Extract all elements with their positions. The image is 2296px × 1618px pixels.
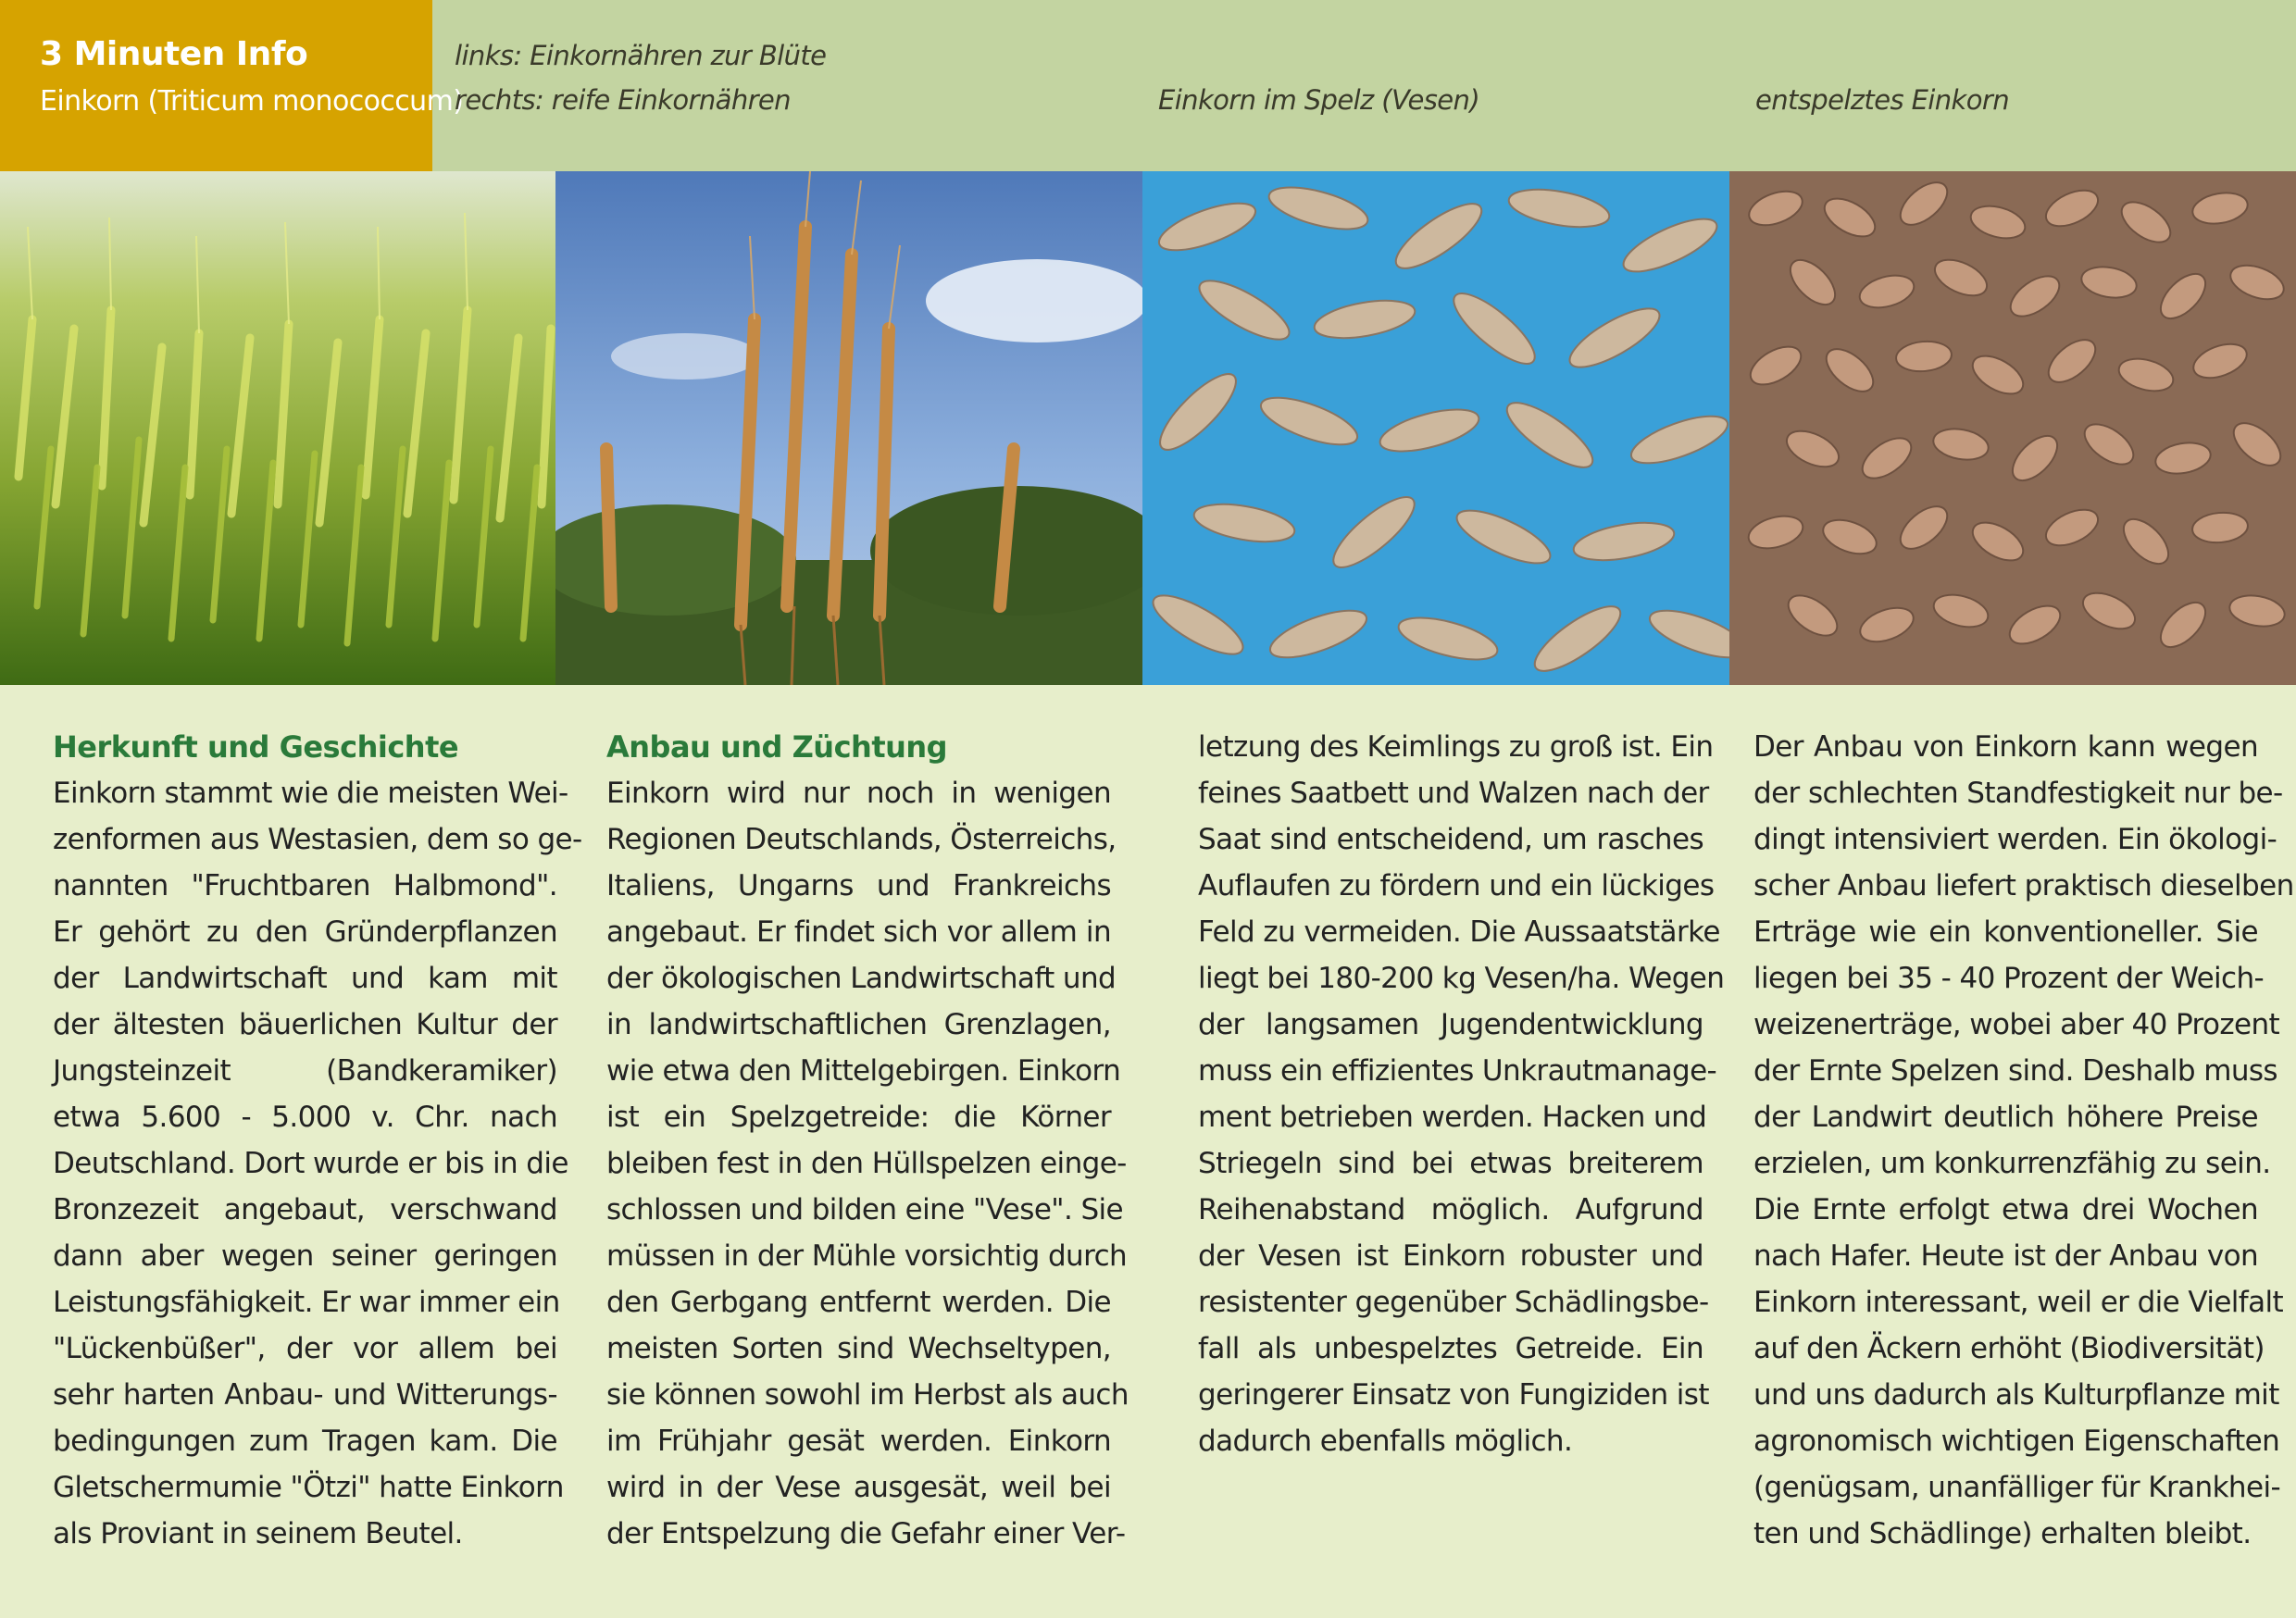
section-heading-anbau: Anbau und Züchtung: [606, 729, 948, 765]
text-line: Auflaufen zu fördern und ein lückiges: [1198, 869, 1715, 902]
text-line: auf den Äckern erhöht (Biodiversität): [1753, 1332, 2265, 1365]
text-line: bleiben fest in den Hüllspelzen einge-: [606, 1147, 1127, 1180]
text-line: zenformen aus Westasien, dem so ge-: [53, 823, 582, 856]
text-line: Der Anbau von Einkorn kann wegen: [1753, 730, 2258, 764]
text-line: der langsamen Jugendentwicklung: [1198, 1008, 1703, 1041]
text-line: dann aber wegen seiner geringen: [53, 1239, 557, 1273]
text-line: müssen in der Mühle vorsichtig durch: [606, 1239, 1128, 1273]
text-line: Einkorn stammt wie die meisten Wei-: [53, 777, 568, 810]
photo-einkorn-ripe: [555, 171, 1142, 685]
text-line: Regionen Deutschlands, Österreichs,: [606, 823, 1117, 856]
page-title: 3 Minuten Info: [40, 35, 308, 73]
photo-einkorn-flowering: [0, 171, 555, 685]
text-line: liegt bei 180-200 kg Vesen/ha. Wegen: [1198, 962, 1725, 995]
text-line: nach Hafer. Heute ist der Anbau von: [1753, 1239, 2258, 1273]
text-line: "Lückenbüßer", der vor allem bei: [53, 1332, 557, 1365]
text-line: Er gehört zu den Gründerpflanzen: [53, 915, 557, 949]
text-line: Deutschland. Dort wurde er bis in die: [53, 1147, 568, 1180]
text-line: Erträge wie ein konventioneller. Sie: [1753, 915, 2258, 949]
text-line: Striegeln sind bei etwas breiterem: [1198, 1147, 1703, 1180]
page-subtitle: Einkorn (Triticum monococcum): [40, 85, 464, 118]
text-line: der ökologischen Landwirtschaft und: [606, 962, 1117, 995]
text-line: agronomisch wichtigen Eigenschaften: [1753, 1425, 2280, 1458]
text-line: Saat sind entscheidend, um rasches: [1198, 823, 1703, 856]
text-line: dadurch ebenfalls möglich.: [1198, 1425, 1573, 1458]
text-line: muss ein effizientes Unkrautmanage-: [1198, 1054, 1717, 1088]
text-line: Die Ernte erfolgt etwa drei Wochen: [1753, 1193, 2258, 1226]
text-line: Leistungsfähigkeit. Er war immer ein: [53, 1286, 560, 1319]
text-line: den Gerbgang entfernt werden. Die: [606, 1286, 1111, 1319]
text-line: ten und Schädlinge) erhalten bleibt.: [1753, 1517, 2252, 1550]
text-line: Reihenabstand möglich. Aufgrund: [1198, 1193, 1703, 1226]
text-line: liegen bei 35 - 40 Prozent der Weich-: [1753, 962, 2265, 995]
text-line: weizenerträge, wobei aber 40 Prozent: [1753, 1008, 2280, 1041]
caption-left-1: links: Einkornähren zur Blüte: [455, 40, 827, 71]
text-line: der Landwirtschaft und kam mit: [53, 962, 557, 995]
text-line: Feld zu vermeiden. Die Aussaatstärke: [1198, 915, 1720, 949]
text-line: feines Saatbett und Walzen nach der: [1198, 777, 1709, 810]
text-line: fall als unbespelztes Getreide. Ein: [1198, 1332, 1703, 1365]
text-line: der Entspelzung die Gefahr einer Ver-: [606, 1517, 1126, 1550]
text-line: wie etwa den Mittelgebirgen. Einkorn: [606, 1054, 1121, 1088]
photo-einkorn-dehusked: [1729, 171, 2296, 685]
text-line: resistenter gegenüber Schädlingsbe-: [1198, 1286, 1709, 1319]
text-line: letzung des Keimlings zu groß ist. Ein: [1198, 730, 1714, 764]
caption-right: entspelztes Einkorn: [1755, 84, 2009, 116]
text-line: geringerer Einsatz von Fungiziden ist: [1198, 1378, 1709, 1412]
text-line: der Ernte Spelzen sind. Deshalb muss: [1753, 1054, 2277, 1088]
text-line: Jungsteinzeit (Bandkeramiker): [53, 1054, 557, 1088]
text-line: Einkorn interessant, weil er die Vielfalt: [1753, 1286, 2284, 1319]
text-line: Italiens, Ungarns und Frankreichs: [606, 869, 1111, 902]
text-line: nannten "Fruchtbaren Halbmond".: [53, 869, 557, 902]
text-line: und uns dadurch als Kulturpflanze mit: [1753, 1378, 2279, 1412]
text-line: dingt intensiviert werden. Ein ökologi-: [1753, 823, 2277, 856]
text-line: Bronzezeit angebaut, verschwand: [53, 1193, 557, 1226]
title-box: [0, 0, 464, 171]
text-line: schlossen und bilden eine "Vese". Sie: [606, 1193, 1124, 1226]
text-line: scher Anbau liefert praktisch dieselben: [1753, 869, 2294, 902]
text-line: der Landwirt deutlich höhere Preise: [1753, 1101, 2258, 1134]
text-line: etwa 5.600 - 5.000 v. Chr. nach: [53, 1101, 557, 1134]
text-line: Gletschermumie "Ötzi" hatte Einkorn: [53, 1471, 564, 1504]
text-line: der schlechten Standfestigkeit nur be-: [1753, 777, 2283, 810]
photo-einkorn-husked: [1142, 171, 1729, 685]
text-line: erzielen, um konkurrenzfähig zu sein.: [1753, 1147, 2271, 1180]
text-line: ist ein Spelzgetreide: die Körner: [606, 1101, 1111, 1134]
text-line: ment betrieben werden. Hacken und: [1198, 1101, 1707, 1134]
column-herkunft: [53, 724, 582, 1557]
text-line: der ältesten bäuerlichen Kultur der: [53, 1008, 557, 1041]
text-line: im Frühjahr gesät werden. Einkorn: [606, 1425, 1111, 1458]
text-line: sehr harten Anbau- und Witterungs-: [53, 1378, 557, 1412]
caption-middle: Einkorn im Spelz (Vesen): [1158, 84, 1480, 116]
text-line: Einkorn wird nur noch in wenigen: [606, 777, 1111, 810]
column-anbau-continued: [1198, 724, 1725, 1464]
caption-left-2: rechts: reife Einkornähren: [455, 84, 791, 116]
text-line: wird in der Vese ausgesät, weil bei: [606, 1471, 1111, 1504]
section-heading-herkunft: Herkunft und Geschichte: [53, 729, 459, 765]
text-line: angebaut. Er findet sich vor allem in: [606, 915, 1111, 949]
text-line: sie können sowohl im Herbst als auch: [606, 1378, 1129, 1412]
column-wirtschaft: [1753, 724, 2294, 1557]
column-anbau: [606, 724, 1129, 1557]
text-line: der Vesen ist Einkorn robuster und: [1198, 1239, 1703, 1273]
text-line: in landwirtschaftlichen Grenzlagen,: [606, 1008, 1111, 1041]
text-line: meisten Sorten sind Wechseltypen,: [606, 1332, 1111, 1365]
text-line: als Proviant in seinem Beutel.: [53, 1517, 463, 1550]
text-line: (genügsam, unanfälliger für Krankhei-: [1753, 1471, 2281, 1504]
text-line: bedingungen zum Tragen kam. Die: [53, 1425, 557, 1458]
